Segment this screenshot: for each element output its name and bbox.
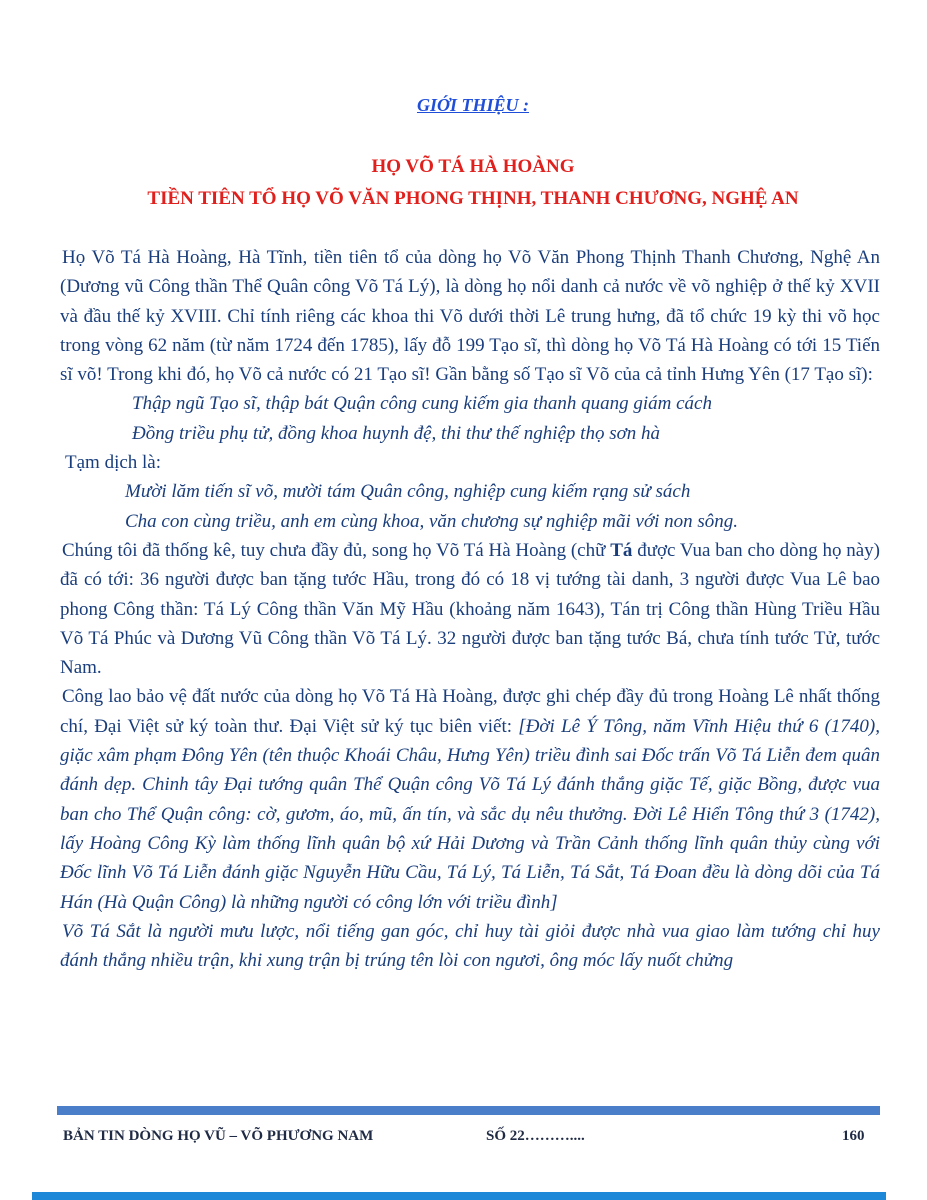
bottom-accent-bar [32,1192,886,1200]
paragraph-2-part-b: được Vua ban cho dòng họ này) đã có tới: 36 người được ban tặng tước Hầu, trong đó có 18 vị tướng tài danh, 3 người được Vua Lê bao phong Công thần: Tá Lý Công thần Văn Mỹ Hầu (khoảng năm 1643), Tán trị Công thần Hùng Triều Hầu Võ Tá Phúc và Dương Vũ Công thần Võ Tá Lý. 32 người được ban tặng tước Bá, chưa tính tước Tử, tước Nam. [60,539,881,679]
verse-line-2: Đồng triều phụ tử, đồng khoa huynh đệ, thi thư thế nghiệp thọ sơn hà [132,422,660,444]
paragraph-4: Võ Tá Sắt là người mưu lược, nổi tiếng gan góc, chỉ huy tài giỏi được nhà vua giao làm tướng chỉ huy đánh thắng nhiều trận, khi xung trận bị trúng tên lòi con ngươi, ông móc lấy nuốt chửng [60,920,880,972]
article-title: HỌ VÕ TÁ HÀ HOÀNG [371,156,575,177]
article-body [60,243,880,975]
intro-heading: GIỚI THIỆU : [416,95,529,115]
translation-label: Tạm dịch là: [65,452,162,474]
verse-line-4: Cha con cùng triều, anh em cùng khoa, văn chương sự nghiệp mãi với non sông. [125,510,739,532]
paragraph-3-part-a: Công lao bảo vệ đất nước của dòng họ Võ Tá Hà Hoàng, được ghi chép đầy đủ trong Hoàng Lê nhất thống chí, Đại Việt sử ký toàn thư. Đại Việt sử ký tục biên viết: [60,686,880,737]
footer-issue: SỐ 22……….... [486,1128,585,1144]
footer-divider [57,1106,880,1115]
paragraph-2 [60,536,880,682]
paragraph-3-quote: [Đời Lê Ý Tông, năm Vĩnh Hiệu thứ 6 (1740), giặc xâm phạm Đông Yên (tên thuộc Khoái Châu, Hưng Yên) triều đình sai Đốc trấn Võ Tá Liễn đem quân đánh dẹp. Chinh tây Đại tướng quân Thể Quận công Võ Tá Lý đánh thắng giặc Tế, giặc Bồng, được vua ban cho Thể Quận công: cờ, gươm, áo, mũ, ấn tín, và sắc dụ nêu thưởng. Đời Lê Hiển Tông thứ 3 (1742), lấy Hoàng Công Kỳ làm thống lĩnh quân bộ xứ Hải Dương và Trần Cảnh thống lĩnh quân thủy cùng với Đốc lĩnh Võ Tá Liễn đánh giặc Nguyễn Hữu Cầu, Tá Lý, Tá Liễn, Tá Sắt, Tá Đoan đều là dòng dõi của Tá Hán (Hà Quận Công) là những người có công lớn với triều đình] [60,715,880,913]
paragraph-3 [60,682,880,916]
paragraph-2-part-a: Chúng tôi đã thống kê, tuy chưa đầy đủ, song họ Võ Tá Hà Hoàng (chữ [62,539,611,561]
article-subtitle: TIỀN TIÊN TỔ HỌ VÕ VĂN PHONG THỊNH, THANH CHƯƠNG, NGHỆ AN [147,188,799,209]
verse-line-3: Mười lăm tiến sĩ võ, mười tám Quân công, nghiệp cung kiếm rạng sử sách [125,481,691,503]
paragraph-2-bold: Tá [610,539,633,561]
paragraph-1: Họ Võ Tá Hà Hoàng, Hà Tĩnh, tiền tiên tổ của dòng họ Võ Văn Phong Thịnh Thanh Chương, Nghệ An (Dương vũ Công thần Thể Quân công Võ Tá Lý), là dòng họ nổi danh cả nước về võ nghiệp ở thế kỷ XVII và đầu thế kỷ XVIII. Chỉ tính riêng các khoa thi Võ dưới thời Lê trung hưng, đã tổ chức 19 kỳ thi võ học trong vòng 62 năm (từ năm 1724 đến 1785), lấy đỗ 199 Tạo sĩ, thì dòng họ Võ Tá Hà Hoàng có tới 15 Tiến sĩ võ! Trong khi đó, họ Võ cả nước có 21 Tạo sĩ! Gần bằng số Tạo sĩ Võ của cả tỉnh Hưng Yên (17 Tạo sĩ): [60,247,880,386]
footer-publication: BẢN TIN DÒNG HỌ VŨ – VÕ PHƯƠNG NAM [63,1128,374,1144]
verse-line-1: Thập ngũ Tạo sĩ, thập bát Quận công cung kiếm gia thanh quang giám cách [132,393,712,415]
page-number: 160 [842,1128,865,1144]
